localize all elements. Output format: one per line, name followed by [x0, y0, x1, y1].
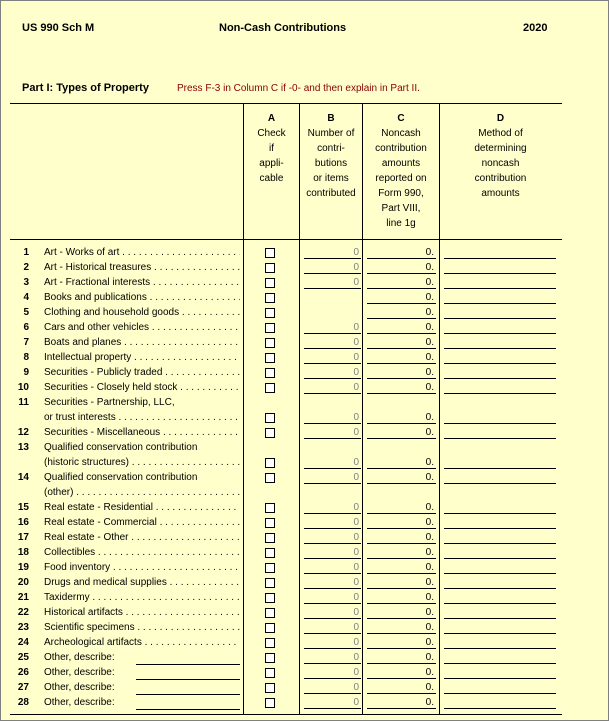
noncash-amount-field[interactable]: 0.: [367, 366, 436, 379]
table-row: [1, 381, 608, 396]
column-c-line: Part VIII,: [381, 203, 421, 214]
line-number: 12: [17, 427, 29, 438]
noncash-amount-field[interactable]: 0.: [367, 516, 436, 529]
table-row: [1, 651, 608, 666]
applicable-checkbox[interactable]: [265, 383, 275, 393]
table-row: [1, 396, 608, 411]
line-number: 23: [17, 622, 29, 633]
form-title: Non-Cash Contributions: [219, 22, 347, 34]
column-d-line: noncash: [481, 158, 520, 169]
method-field[interactable]: [444, 381, 556, 394]
column-d-line: determining: [474, 143, 527, 154]
table-row: [1, 291, 608, 306]
method-field[interactable]: [444, 366, 556, 379]
table-row: [1, 681, 608, 696]
line-number: 4: [23, 292, 29, 303]
applicable-checkbox[interactable]: [265, 503, 275, 513]
applicable-checkbox[interactable]: [265, 278, 275, 288]
noncash-amount-field[interactable]: 0.: [367, 306, 436, 319]
contributions-count-field[interactable]: 0: [304, 621, 361, 634]
method-field[interactable]: [444, 306, 556, 319]
applicable-checkbox[interactable]: [265, 473, 275, 483]
applicable-checkbox[interactable]: [265, 338, 275, 348]
line-label: Qualified conservation contribution: [44, 472, 198, 483]
applicable-checkbox[interactable]: [265, 698, 275, 708]
method-field[interactable]: [444, 456, 556, 469]
table-row: [1, 546, 608, 561]
contributions-count-field[interactable]: 0: [304, 261, 361, 274]
applicable-checkbox[interactable]: [265, 548, 275, 558]
applicable-checkbox[interactable]: [265, 428, 275, 438]
contributions-count-field[interactable]: 0: [304, 651, 361, 664]
method-field[interactable]: [444, 501, 556, 514]
column-d-line: contribution: [474, 173, 527, 184]
line-label: Securities - Publicly traded . . .: [44, 367, 240, 378]
contributions-count-field[interactable]: 0: [304, 321, 361, 334]
table-row: [1, 246, 608, 261]
column-b-line: contributed: [306, 188, 356, 199]
line-number: 1: [23, 247, 29, 258]
contributions-count-field[interactable]: 0: [304, 366, 361, 379]
line-label: Scientific specimens . . .: [44, 622, 240, 633]
describe-input[interactable]: [136, 651, 240, 665]
column-a-line: if: [269, 143, 274, 154]
noncash-amount-field[interactable]: 0.: [367, 651, 436, 664]
header-bottom-rule: [10, 239, 562, 240]
line-label: Other, describe:: [44, 697, 115, 708]
table-row: [1, 666, 608, 681]
method-field[interactable]: [444, 291, 556, 304]
line-number: 25: [17, 652, 29, 663]
method-field[interactable]: [444, 516, 556, 529]
table-row: [1, 516, 608, 531]
line-number: 15: [17, 502, 29, 513]
method-field[interactable]: [444, 606, 556, 619]
column-c-line: amounts: [381, 158, 421, 169]
table-row: [1, 306, 608, 321]
noncash-amount-field[interactable]: 0.: [367, 666, 436, 679]
applicable-checkbox[interactable]: [265, 668, 275, 678]
noncash-amount-field[interactable]: 0.: [367, 336, 436, 349]
line-label: Other, describe:: [44, 682, 115, 693]
table-row: [1, 471, 608, 486]
line-number: 11: [18, 397, 29, 408]
contributions-count-field[interactable]: 0: [304, 531, 361, 544]
line-label: Food inventory . . .: [44, 562, 240, 573]
line-label: Other, describe:: [44, 667, 115, 678]
table-row: [1, 261, 608, 276]
method-field[interactable]: [444, 246, 556, 259]
applicable-checkbox[interactable]: [265, 413, 275, 423]
noncash-amount-field[interactable]: 0.: [367, 381, 436, 394]
line-number: 2: [23, 262, 29, 273]
line-label: Real estate - Residential . . .: [44, 502, 240, 513]
method-field[interactable]: [444, 426, 556, 439]
line-label: Drugs and medical supplies . . .: [44, 577, 240, 588]
table-row: [1, 276, 608, 291]
table-row: [1, 456, 608, 471]
line-number: 14: [17, 472, 29, 483]
line-number: 10: [17, 382, 29, 393]
contributions-count-field[interactable]: 0: [304, 576, 361, 589]
contributions-count-field[interactable]: 0: [304, 636, 361, 649]
table-row: [1, 606, 608, 621]
contributions-count-field[interactable]: 0: [304, 666, 361, 679]
line-number: 21: [17, 592, 29, 603]
method-field[interactable]: [444, 411, 556, 424]
contributions-count-field[interactable]: 0: [304, 561, 361, 574]
method-field[interactable]: [444, 591, 556, 604]
line-number: 28: [17, 697, 29, 708]
method-field[interactable]: [444, 651, 556, 664]
method-field[interactable]: [444, 531, 556, 544]
table-row: [1, 411, 608, 426]
line-number: 7: [23, 337, 29, 348]
method-field[interactable]: [444, 471, 556, 484]
table-row: [1, 531, 608, 546]
applicable-checkbox[interactable]: [265, 308, 275, 318]
applicable-checkbox[interactable]: [265, 563, 275, 573]
applicable-checkbox[interactable]: [265, 593, 275, 603]
applicable-checkbox[interactable]: [265, 683, 275, 693]
noncash-amount-field[interactable]: 0.: [367, 291, 436, 304]
table-row: [1, 366, 608, 381]
part-instruction: Press F-3 in Column C if -0- and then explain in Part II.: [177, 83, 420, 94]
method-field[interactable]: [444, 696, 556, 709]
line-number: 6: [23, 322, 29, 333]
noncash-amount-field[interactable]: 0.: [367, 621, 436, 634]
line-number: 19: [17, 562, 29, 573]
line-label: Other, describe:: [44, 652, 115, 663]
noncash-amount-field[interactable]: 0.: [367, 276, 436, 289]
applicable-checkbox[interactable]: [265, 518, 275, 528]
table-row: [1, 591, 608, 606]
column-d-line: Method of: [478, 128, 523, 139]
contributions-count-field[interactable]: 0: [304, 471, 361, 484]
column-d-line: amounts: [481, 188, 520, 199]
noncash-amount-field[interactable]: 0.: [367, 561, 436, 574]
line-label: Real estate - Other . . .: [44, 532, 240, 543]
line-number: 20: [17, 577, 29, 588]
line-label: Boats and planes . . .: [44, 337, 240, 348]
line-number: 3: [23, 277, 29, 288]
line-label: Securities - Partnership, LLC,: [44, 397, 175, 408]
contributions-count-field[interactable]: 0: [304, 456, 361, 469]
applicable-checkbox[interactable]: [265, 458, 275, 468]
column-b-line: butions: [314, 158, 348, 169]
line-label: Art - Fractional interests . . .: [44, 277, 240, 288]
column-a-line: cable: [259, 173, 284, 184]
line-number: 13: [17, 442, 29, 453]
line-label: Taxidermy . . .: [44, 592, 240, 603]
line-label: Cars and other vehicles . . .: [44, 322, 240, 333]
method-field[interactable]: [444, 561, 556, 574]
line-label: Qualified conservation contribution: [44, 442, 198, 453]
method-field[interactable]: [444, 336, 556, 349]
table-row: [1, 501, 608, 516]
column-c-line: line 1g: [386, 218, 416, 229]
column-c-line: contribution: [375, 143, 427, 154]
table-top-rule: [10, 103, 562, 104]
table-row: [1, 321, 608, 336]
noncash-amount-field[interactable]: 0.: [367, 456, 436, 469]
applicable-checkbox[interactable]: [265, 353, 275, 363]
table-row: [1, 636, 608, 651]
table-row: [1, 696, 608, 711]
applicable-checkbox[interactable]: [265, 248, 275, 258]
method-field[interactable]: [444, 636, 556, 649]
line-label: Securities - Miscellaneous . . .: [44, 427, 240, 438]
line-label: Collectibles . . .: [44, 547, 240, 558]
column-a-line: Check: [257, 128, 286, 139]
line-label: Securities - Closely held stock . . .: [44, 382, 240, 393]
column-b-line: contri-: [317, 143, 345, 154]
line-label: Art - Historical treasures . . .: [44, 262, 240, 273]
describe-input[interactable]: [136, 696, 240, 710]
table-row: [1, 576, 608, 591]
applicable-checkbox[interactable]: [265, 638, 275, 648]
contributions-count-field[interactable]: 0: [304, 591, 361, 604]
column-a-line: appli-: [259, 158, 284, 169]
table-row: [1, 351, 608, 366]
noncash-amount-field[interactable]: 0.: [367, 576, 436, 589]
method-field[interactable]: [444, 321, 556, 334]
line-label: (other) . . .: [44, 487, 240, 498]
contributions-count-field[interactable]: 0: [304, 426, 361, 439]
applicable-checkbox[interactable]: [265, 323, 275, 333]
table-row: [1, 426, 608, 441]
noncash-amount-field[interactable]: 0.: [367, 321, 436, 334]
line-label: Intellectual property . . .: [44, 352, 240, 363]
line-number: 24: [17, 637, 29, 648]
column-c-line: reported on: [375, 173, 427, 184]
line-number: 27: [17, 682, 29, 693]
table-row: [1, 621, 608, 636]
noncash-amount-field[interactable]: 0.: [367, 636, 436, 649]
method-field[interactable]: [444, 546, 556, 559]
column-b-line: or items: [313, 173, 349, 184]
line-number: 17: [17, 532, 29, 543]
method-field[interactable]: [444, 681, 556, 694]
contributions-count-field[interactable]: 0: [304, 516, 361, 529]
table-row: [1, 441, 608, 456]
applicable-checkbox[interactable]: [265, 653, 275, 663]
contributions-count-field[interactable]: 0: [304, 336, 361, 349]
column-b-line: Number of: [307, 128, 355, 139]
describe-input[interactable]: [136, 681, 240, 695]
noncash-amount-field[interactable]: 0.: [367, 696, 436, 709]
column-b-heading: [300, 111, 362, 201]
contributions-count-field[interactable]: 0: [304, 681, 361, 694]
line-number: 26: [17, 667, 29, 678]
contributions-count-field[interactable]: 0: [304, 606, 361, 619]
line-label: Archeological artifacts . . .: [44, 637, 240, 648]
contributions-count-field[interactable]: 0: [304, 411, 361, 424]
contributions-count-field[interactable]: 0: [304, 501, 361, 514]
part-title: Part I: Types of Property: [22, 82, 149, 94]
line-number: 5: [23, 307, 29, 318]
method-field[interactable]: [444, 621, 556, 634]
contributions-count-field[interactable]: 0: [304, 351, 361, 364]
form-id: US 990 Sch M: [22, 22, 95, 34]
applicable-checkbox[interactable]: [265, 263, 275, 273]
line-number: 18: [17, 547, 29, 558]
contributions-count-field[interactable]: 0: [304, 696, 361, 709]
column-c-letter: C: [397, 113, 405, 124]
contributions-count-field[interactable]: 0: [304, 246, 361, 259]
column-d-letter: D: [496, 113, 505, 124]
noncash-amount-field[interactable]: 0.: [367, 606, 436, 619]
describe-input[interactable]: [136, 666, 240, 680]
column-d-heading: [440, 111, 561, 201]
line-label: or trust interests . . .: [44, 412, 240, 423]
tax-year: 2020: [523, 22, 548, 34]
column-a-letter: A: [267, 113, 276, 124]
applicable-checkbox[interactable]: [265, 623, 275, 633]
line-label: Books and publications . . .: [44, 292, 240, 303]
applicable-checkbox[interactable]: [265, 368, 275, 378]
column-c-line: Form 990,: [378, 188, 424, 199]
column-a-heading: [244, 111, 299, 186]
noncash-amount-field[interactable]: 0.: [367, 411, 436, 424]
line-number: 9: [23, 367, 29, 378]
line-number: 16: [17, 517, 29, 528]
noncash-amount-field[interactable]: 0.: [367, 531, 436, 544]
table-row: [1, 561, 608, 576]
method-field[interactable]: [444, 666, 556, 679]
contributions-count-field[interactable]: 0: [304, 276, 361, 289]
applicable-checkbox[interactable]: [265, 608, 275, 618]
method-field[interactable]: [444, 276, 556, 289]
noncash-amount-field[interactable]: 0.: [367, 546, 436, 559]
contributions-count-field[interactable]: 0: [304, 381, 361, 394]
line-number: 22: [17, 607, 29, 618]
noncash-amount-field[interactable]: 0.: [367, 591, 436, 604]
method-field[interactable]: [444, 351, 556, 364]
method-field[interactable]: [444, 261, 556, 274]
applicable-checkbox[interactable]: [265, 293, 275, 303]
table-bottom-rule: [10, 714, 562, 715]
table-row: [1, 486, 608, 501]
line-label: Real estate - Commercial . . .: [44, 517, 240, 528]
noncash-amount-field[interactable]: 0.: [367, 426, 436, 439]
line-label: Art - Works of art . . .: [44, 247, 240, 258]
method-field[interactable]: [444, 576, 556, 589]
table-row: [1, 336, 608, 351]
column-b-letter: B: [327, 113, 335, 124]
line-label: Clothing and household goods . . .: [44, 307, 240, 318]
line-label: (historic structures) . . .: [44, 457, 240, 468]
applicable-checkbox[interactable]: [265, 533, 275, 543]
line-number: 8: [23, 352, 29, 363]
noncash-amount-field[interactable]: 0.: [367, 246, 436, 259]
noncash-amount-field[interactable]: 0.: [367, 681, 436, 694]
contributions-count-field[interactable]: 0: [304, 546, 361, 559]
noncash-amount-field[interactable]: 0.: [367, 501, 436, 514]
column-c-heading: [363, 111, 439, 231]
column-c-line: Noncash: [381, 128, 421, 139]
noncash-amount-field[interactable]: 0.: [367, 471, 436, 484]
noncash-amount-field[interactable]: 0.: [367, 351, 436, 364]
line-label: Historical artifacts . . .: [44, 607, 240, 618]
applicable-checkbox[interactable]: [265, 578, 275, 588]
noncash-amount-field[interactable]: 0.: [367, 261, 436, 274]
